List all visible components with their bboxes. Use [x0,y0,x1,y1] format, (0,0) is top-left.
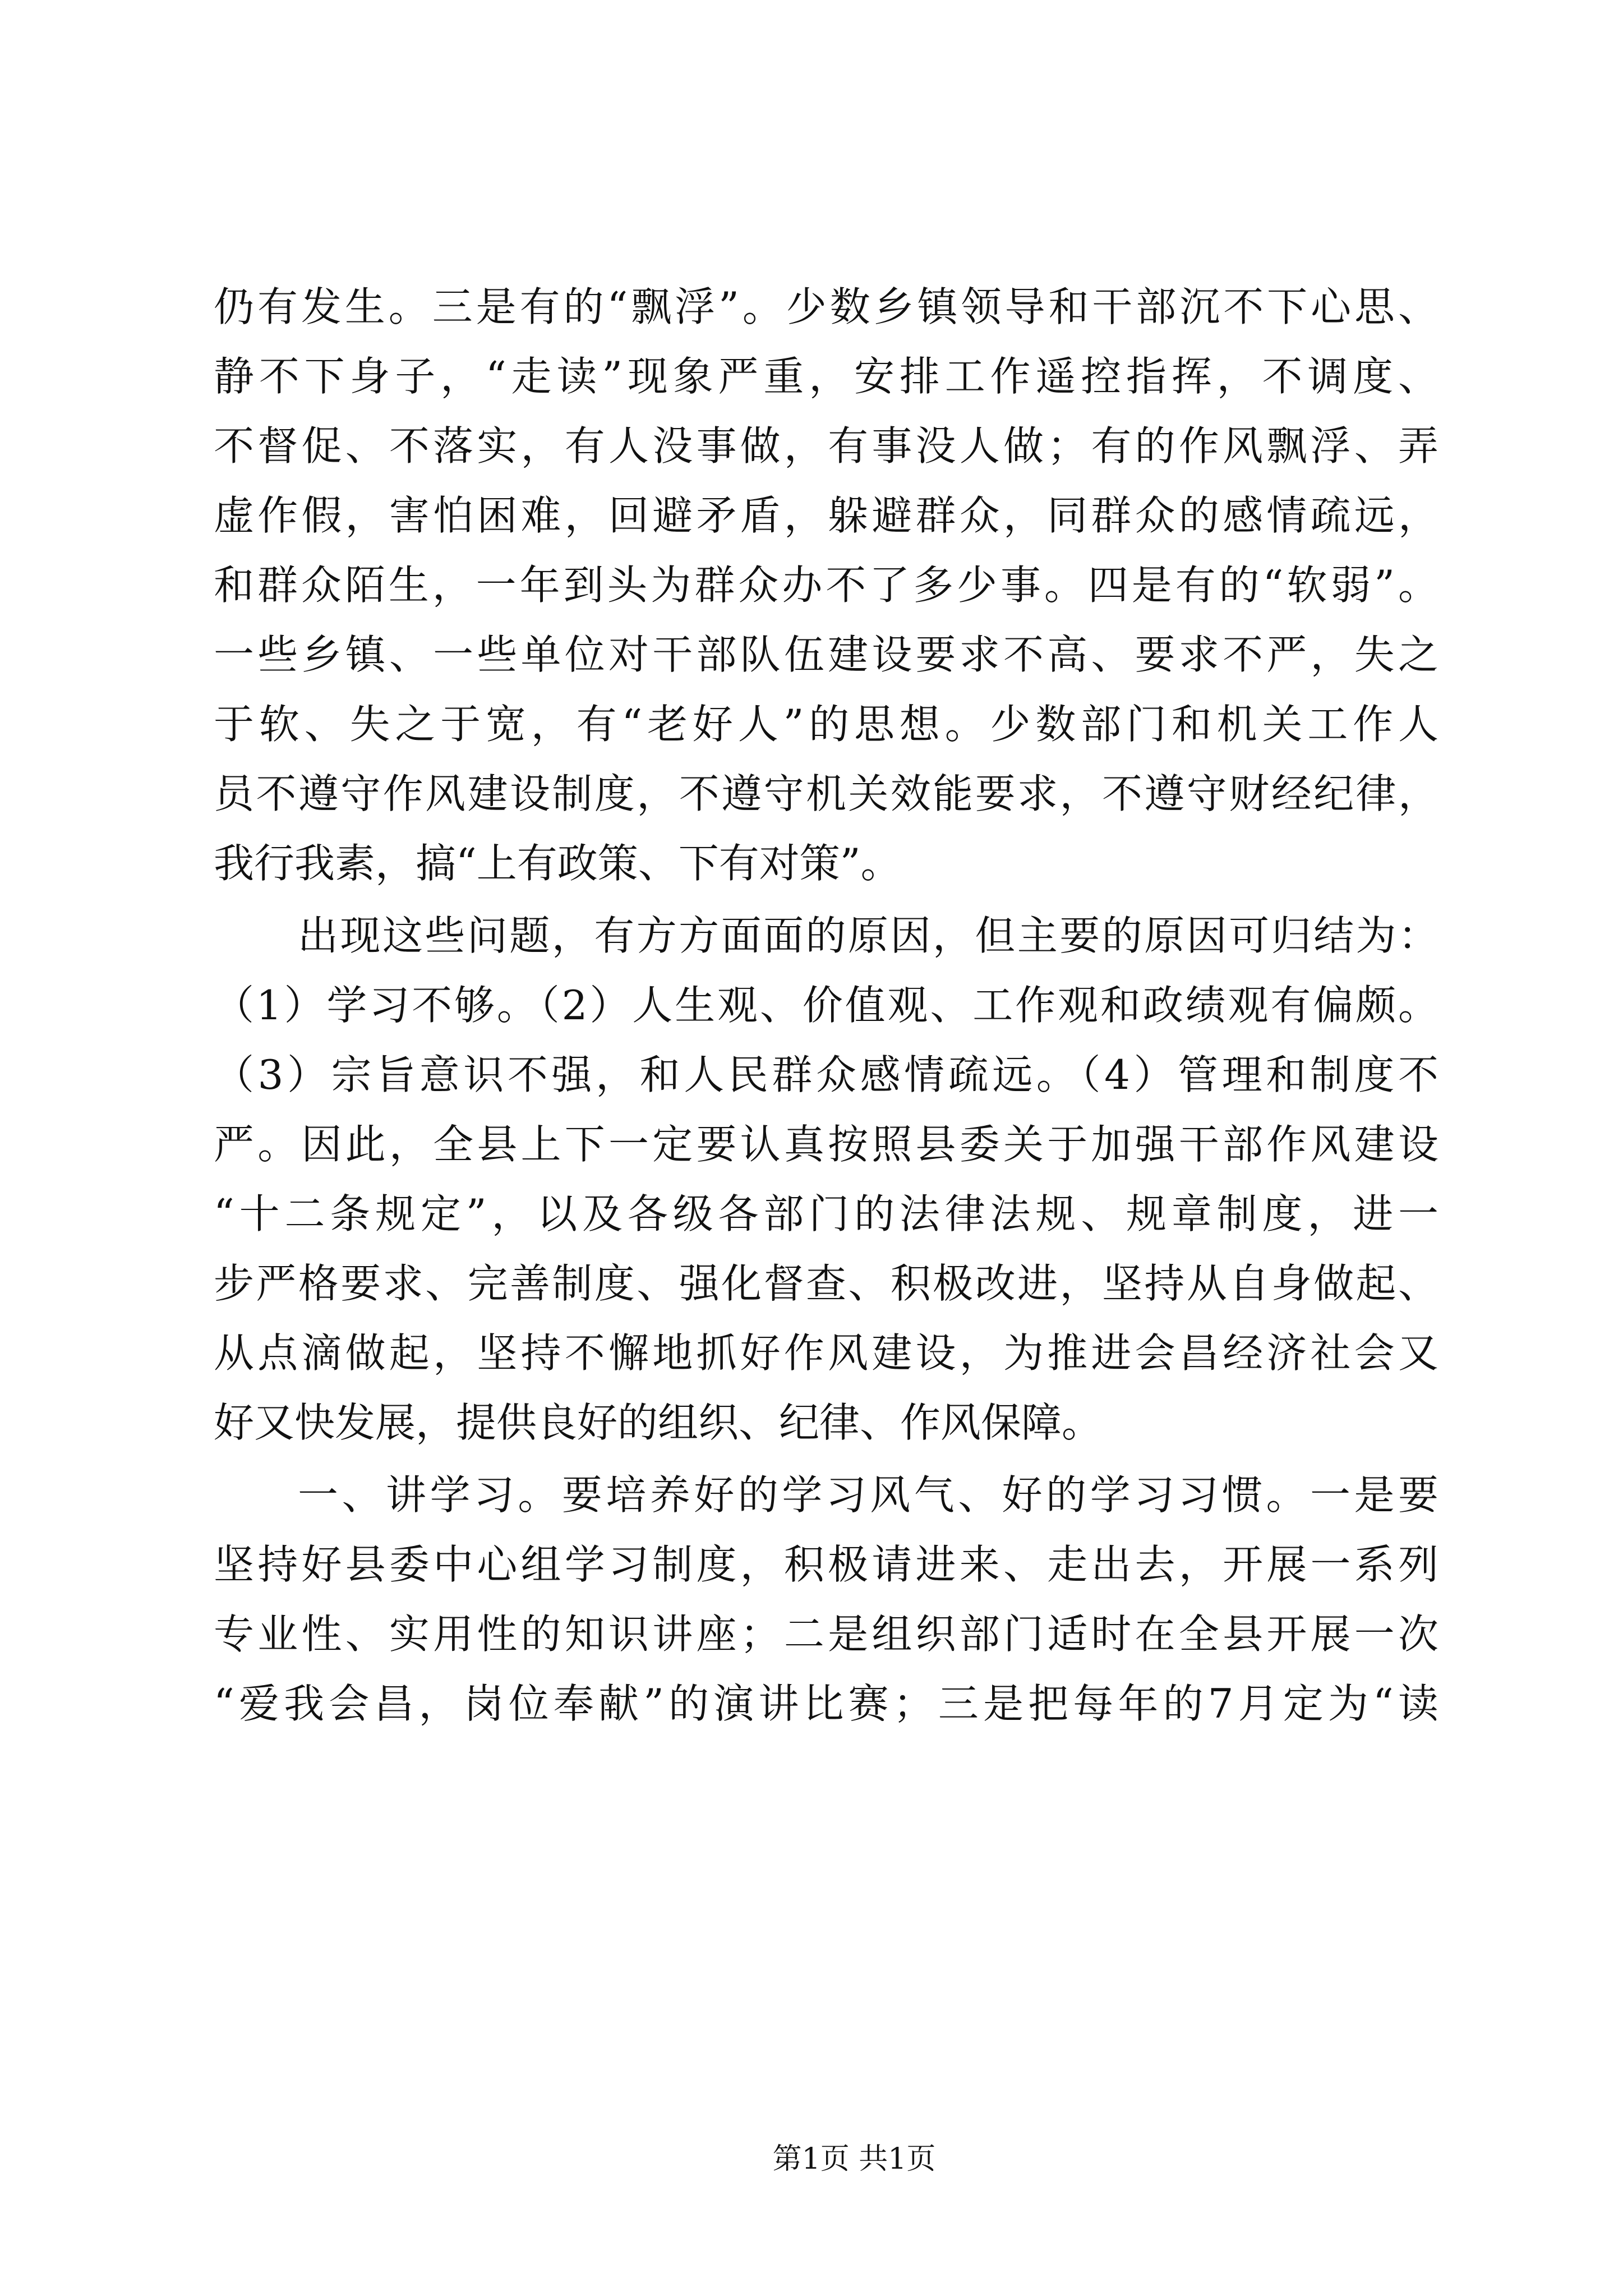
page-number-label: 第1页 共1页 [772,2142,936,2176]
text-line: 专业性、实用性的知识讲座；二是组织部门适时在全县开展一次 [214,1611,1438,1658]
text-line: 严。因此，全县上下一定要认真按照县委关于加强干部作风建设 [214,1121,1438,1168]
text-line: 一、讲学习。要培养好的学习风气、好的学习习惯。一是要 [298,1471,1438,1519]
text-line: “十二条规定”，以及各级各部门的法律法规、规章制度，进一 [214,1190,1438,1237]
text-line: 一些乡镇、一些单位对干部队伍建设要求不高、要求不严，失之 [214,631,1438,678]
text-line: 我行我素，搞“上有政策、下有对策”。 [214,840,901,887]
text-line: 出现这些问题，有方方面面的原因，但主要的原因可归结为： [298,912,1438,959]
text-line: （3）宗旨意识不强，和人民群众感情疏远。（4）管理和制度不 [214,1051,1438,1098]
paragraph [214,272,1438,898]
text-line: 静不下身子，“走读”现象严重，安排工作遥控指挥，不调度、 [214,353,1438,400]
text-line: 于软、失之于宽，有“老好人”的思想。少数部门和机关工作人 [214,701,1438,748]
page-footer [686,2139,1022,2179]
text-line: 从点滴做起，坚持不懈地抓好作风建设，为推进会昌经济社会又 [214,1329,1438,1377]
text-line: 和群众陌生，一年到头为群众办不了多少事。四是有的“软弱”。 [214,562,1438,609]
text-line: 不督促、不落实，有人没事做，有事没人做；有的作风飘浮、弄 [214,422,1438,470]
paragraph [214,1460,1438,1738]
document-body [214,272,1438,1738]
text-line: 仍有发生。三是有的“飘浮”。少数乡镇领导和干部沉不下心思、 [214,283,1438,330]
text-line: “爱我会昌，岗位奉献”的演讲比赛；三是把每年的7月定为“读 [214,1680,1438,1727]
text-line: 坚持好县委中心组学习制度，积极请进来、走出去，开展一系列 [214,1541,1438,1588]
text-line: 虚作假，害怕困难，回避矛盾，躲避群众，同群众的感情疏远， [214,492,1438,539]
text-line: （1）学习不够。（2）人生观、价值观、工作观和政绩观有偏颇。 [214,982,1438,1029]
text-line: 步严格要求、完善制度、强化督查、积极改进，坚持从自身做起、 [214,1260,1438,1307]
text-line: 好又快发展，提供良好的组织、纪律、作风保障。 [214,1399,1103,1446]
paragraph [214,901,1438,1457]
text-line: 员不遵守作风建设制度，不遵守机关效能要求，不遵守财经纪律， [214,770,1438,817]
